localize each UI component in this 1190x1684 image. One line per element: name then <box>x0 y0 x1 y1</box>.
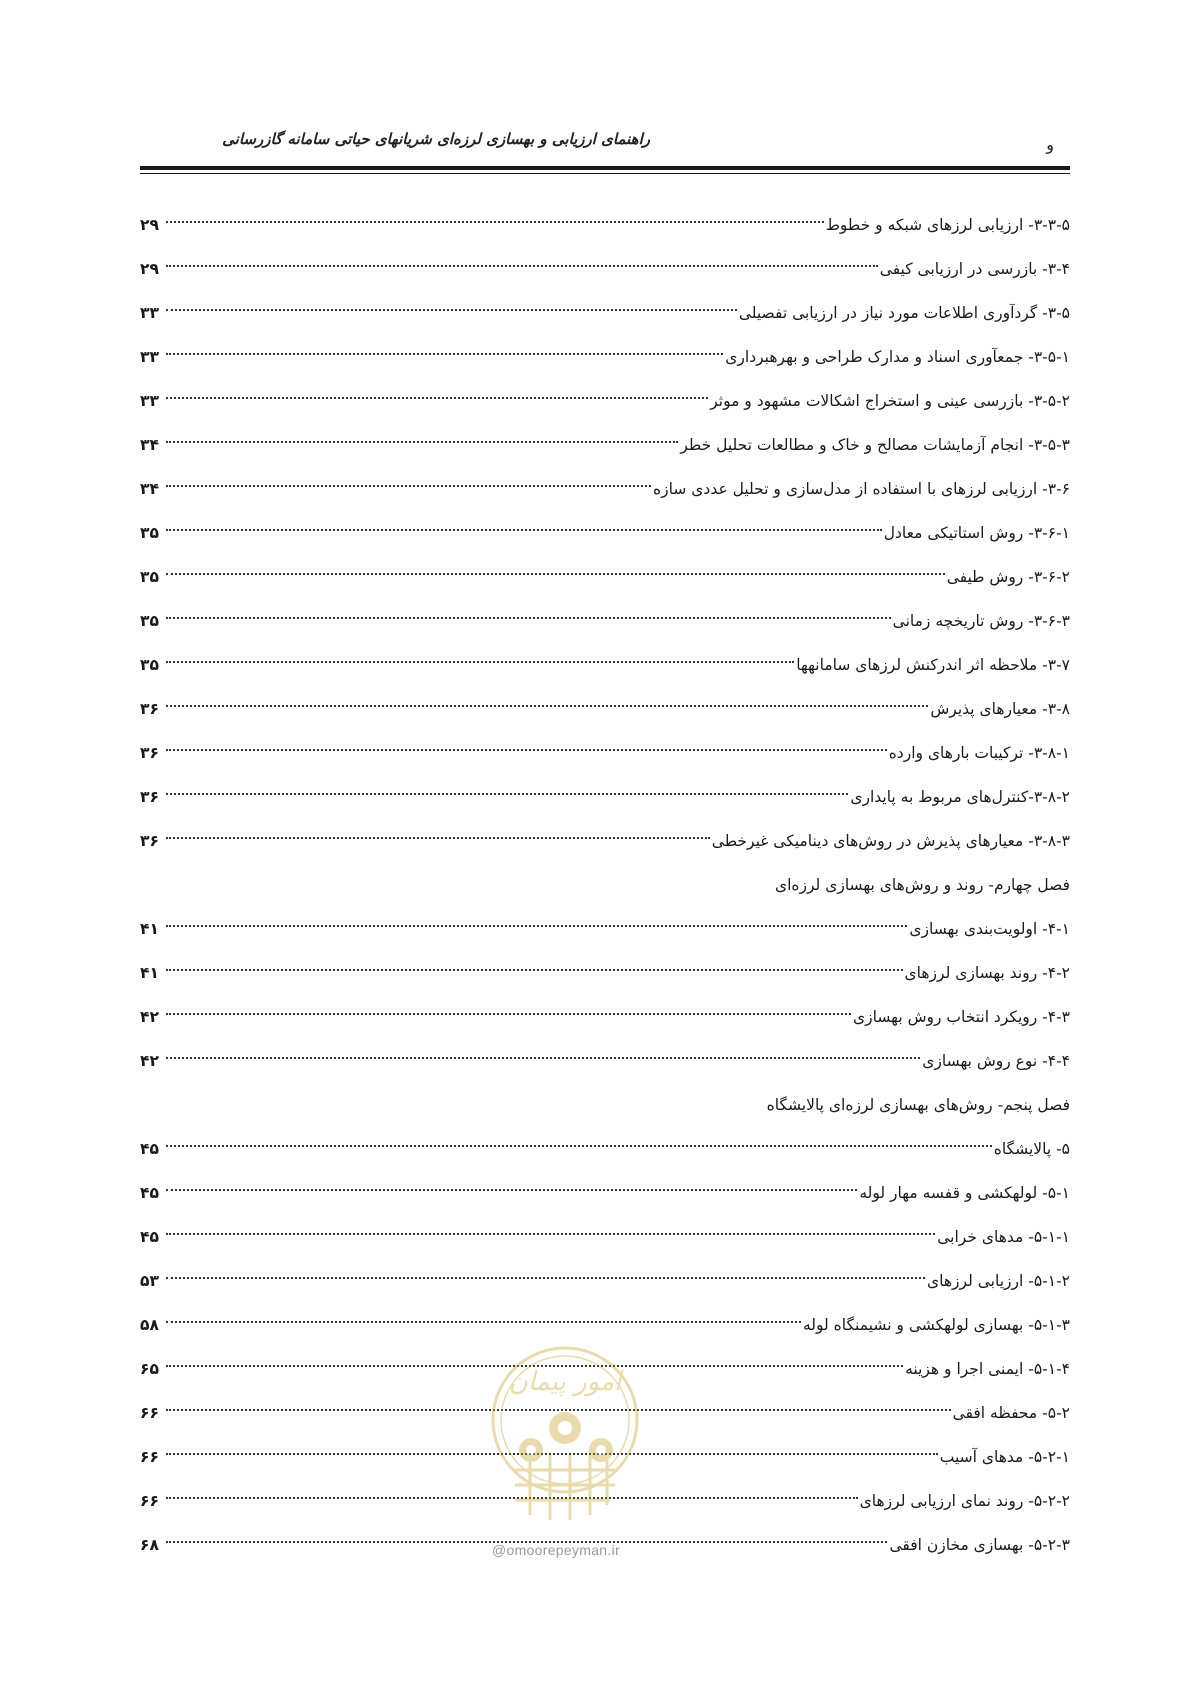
toc-entry-title: ۵-۲-۱- مدهای آسیب <box>939 1448 1070 1466</box>
toc-entry <box>140 1442 1070 1486</box>
toc-page-number: ۵۳ <box>140 1272 159 1290</box>
toc-page-number: ۳۴ <box>140 436 159 454</box>
toc-entry-title: ۵-۱- لولهکشی و قفسه مهار لوله <box>859 1184 1070 1202</box>
toc-dot-leader <box>166 1408 951 1411</box>
toc-entry-title: ۳-۶-۱- روش استاتیکی معادل <box>883 524 1070 542</box>
toc-entry <box>140 1222 1070 1266</box>
toc-dot-leader <box>166 1188 857 1191</box>
toc-dot-leader <box>166 1452 938 1455</box>
header-rule-thick <box>140 166 1070 170</box>
toc-page-number: ۳۳ <box>140 348 159 366</box>
toc-dot-leader <box>166 1320 801 1323</box>
toc-entry-title: ۳-۷- ملاحظه اثر اندرکنش لرزهای سامانهها <box>796 656 1070 674</box>
toc-page-number: ۶۵ <box>140 1360 159 1378</box>
table-of-contents <box>140 210 1070 1574</box>
toc-dot-leader <box>166 1232 935 1235</box>
toc-dot-leader <box>166 220 824 223</box>
toc-entry <box>140 1178 1070 1222</box>
toc-entry <box>140 210 1070 254</box>
toc-entry-title: فصل پنجم- روش‌های بهسازی لرزه‌ای پالایشگاه <box>766 1096 1070 1114</box>
toc-page-number: ۴۱ <box>140 920 159 938</box>
toc-chapter-heading <box>140 870 1070 914</box>
toc-entry-title: ۴-۲- روند بهسازی لرزهای <box>904 964 1070 982</box>
toc-dot-leader <box>166 484 651 487</box>
toc-entry-title: ۴-۴- نوع روش بهسازی <box>922 1052 1070 1070</box>
toc-dot-leader <box>166 396 708 399</box>
toc-dot-leader <box>166 660 794 663</box>
toc-entry-title: ۳-۵-۱- جمعآوری اسناد و مدارک طراحی و بهرهبرداری <box>725 348 1070 366</box>
toc-entry-title: ۴-۳- رویکرد انتخاب روش بهسازی <box>853 1008 1070 1026</box>
toc-page-number: ۳۳ <box>140 304 159 322</box>
watermark-url: @omoorepeyman.ir <box>492 1542 620 1558</box>
toc-entry-title: ۳-۴- بازرسی در ارزیابی کیفی <box>879 260 1070 278</box>
toc-dot-leader <box>166 572 945 575</box>
toc-entry-title: ۴-۱- اولویت‌بندی بهسازی <box>909 920 1070 938</box>
toc-page-number: ۳۵ <box>140 612 159 630</box>
toc-entry-title: ۳-۵-۳- انجام آزمایشات مصالح و خاک و مطالعات تحلیل خطر <box>680 436 1070 454</box>
toc-page-number: ۴۱ <box>140 964 159 982</box>
toc-entry-title: ۵-۱-۱- مدهای خرابی <box>937 1228 1070 1246</box>
toc-entry-title: ۳-۵- گردآوری اطلاعات مورد نیاز در ارزیابی تفصیلی <box>738 304 1070 322</box>
toc-dot-leader <box>166 528 882 531</box>
toc-entry <box>140 738 1070 782</box>
toc-chapter-heading <box>140 1090 1070 1134</box>
toc-page-number: ۳۳ <box>140 392 159 410</box>
toc-page-number: ۶۶ <box>140 1448 159 1466</box>
toc-dot-leader <box>166 616 891 619</box>
toc-page-number: ۳۶ <box>140 788 159 806</box>
toc-entry-title: ۳-۵-۲- بازرسی عینی و استخراج اشکالات مشهود و موثر <box>710 392 1070 410</box>
header-rule-thin <box>140 173 1070 174</box>
toc-dot-leader <box>166 264 878 267</box>
toc-entry-title: ۳-۸- معیارهای پذیرش <box>930 700 1070 718</box>
toc-dot-leader <box>166 792 848 795</box>
toc-entry <box>140 1310 1070 1354</box>
toc-page-number: ۲۹ <box>140 216 159 234</box>
toc-page-number: ۳۶ <box>140 832 159 850</box>
toc-dot-leader <box>166 440 678 443</box>
toc-dot-leader <box>166 968 903 971</box>
toc-entry-title: ۳-۸-۲-کنترل‌های مربوط به پایداری <box>850 788 1070 806</box>
toc-page-number: ۳۴ <box>140 480 159 498</box>
toc-dot-leader <box>166 1364 903 1367</box>
toc-entry-title: ۳-۳-۵- ارزیابی لرزهای شبکه و خطوط <box>825 216 1070 234</box>
toc-dot-leader <box>166 836 710 839</box>
toc-page-number: ۵۸ <box>140 1316 159 1334</box>
toc-entry <box>140 430 1070 474</box>
toc-entry <box>140 826 1070 870</box>
toc-entry-title: ۳-۶-۲- روش طیفی <box>946 568 1070 586</box>
toc-dot-leader <box>166 748 887 751</box>
toc-entry-title: ۳-۶- ارزیابی لرزهای با استفاده از مدل‌سازی و تحلیل عددی سازه <box>653 480 1070 498</box>
toc-entry <box>140 342 1070 386</box>
toc-entry <box>140 562 1070 606</box>
toc-entry <box>140 782 1070 826</box>
toc-page-number: ۳۵ <box>140 656 159 674</box>
toc-entry-title: ۵-۲-۲- روند نمای ارزیابی لرزهای <box>859 1492 1070 1510</box>
toc-dot-leader <box>166 704 928 707</box>
toc-dot-leader <box>166 1144 992 1147</box>
toc-entry-title: ۵-۲- محفظه افقی <box>952 1404 1070 1422</box>
toc-entry-title: ۵- پالایشگاه <box>993 1140 1070 1158</box>
toc-entry <box>140 914 1070 958</box>
toc-dot-leader <box>166 1276 925 1279</box>
toc-entry <box>140 254 1070 298</box>
toc-entry <box>140 518 1070 562</box>
page-number-letter: و <box>1046 135 1054 154</box>
toc-entry <box>140 1486 1070 1530</box>
toc-page-number: ۲۹ <box>140 260 159 278</box>
toc-entry <box>140 1266 1070 1310</box>
running-header-title: راهنمای ارزیابی و بهسازی لرزه‌ای شریانهای حیاتی سامانه گازرسانی <box>222 130 650 148</box>
toc-page-number: ۶۸ <box>140 1536 159 1554</box>
toc-entry <box>140 1134 1070 1178</box>
toc-entry <box>140 1002 1070 1046</box>
toc-entry-title: ۳-۸-۱- ترکیبات بارهای وارده <box>888 744 1070 762</box>
toc-entry <box>140 1398 1070 1442</box>
page-header <box>140 118 1070 158</box>
toc-entry <box>140 386 1070 430</box>
toc-page-number: ۶۶ <box>140 1492 159 1510</box>
toc-page-number: ۴۵ <box>140 1140 159 1158</box>
toc-page-number: ۳۵ <box>140 524 159 542</box>
toc-entry <box>140 298 1070 342</box>
toc-dot-leader <box>166 1056 920 1059</box>
toc-entry <box>140 474 1070 518</box>
toc-page-number: ۴۲ <box>140 1008 159 1026</box>
toc-entry <box>140 1046 1070 1090</box>
toc-dot-leader <box>166 352 723 355</box>
toc-entry <box>140 606 1070 650</box>
toc-entry <box>140 958 1070 1002</box>
toc-page-number: ۴۲ <box>140 1052 159 1070</box>
toc-entry <box>140 694 1070 738</box>
toc-page-number: ۴۵ <box>140 1184 159 1202</box>
toc-page-number: ۳۶ <box>140 700 159 718</box>
toc-dot-leader <box>166 924 907 927</box>
toc-entry <box>140 650 1070 694</box>
toc-page-number: ۴۵ <box>140 1228 159 1246</box>
toc-entry-title: ۵-۱-۴- ایمنی اجرا و هزینه <box>905 1360 1070 1378</box>
toc-page-number: ۳۶ <box>140 744 159 762</box>
toc-entry-title: ۵-۲-۳- بهسازی مخازن افقی <box>889 1536 1070 1554</box>
toc-entry-title: ۵-۱-۳- بهسازی لولهکشی و نشیمنگاه لوله <box>802 1316 1070 1334</box>
toc-dot-leader <box>166 1496 858 1499</box>
toc-dot-leader <box>166 1012 851 1015</box>
toc-entry-title: ۵-۱-۲- ارزیابی لرزهای <box>927 1272 1070 1290</box>
toc-entry-title: ۳-۶-۳- روش تاریخچه زمانی <box>892 612 1070 630</box>
toc-entry-title: ۳-۸-۳- معیارهای پذیرش در روش‌های دینامیکی غیرخطی <box>711 832 1070 850</box>
toc-entry-title: فصل چهارم- روند و روش‌های بهسازی لرزه‌ای <box>774 876 1070 894</box>
toc-dot-leader <box>166 308 737 311</box>
toc-page-number: ۶۶ <box>140 1404 159 1422</box>
toc-page-number: ۳۵ <box>140 568 159 586</box>
toc-entry <box>140 1354 1070 1398</box>
watermark-name: امور پیمان <box>508 1367 622 1397</box>
